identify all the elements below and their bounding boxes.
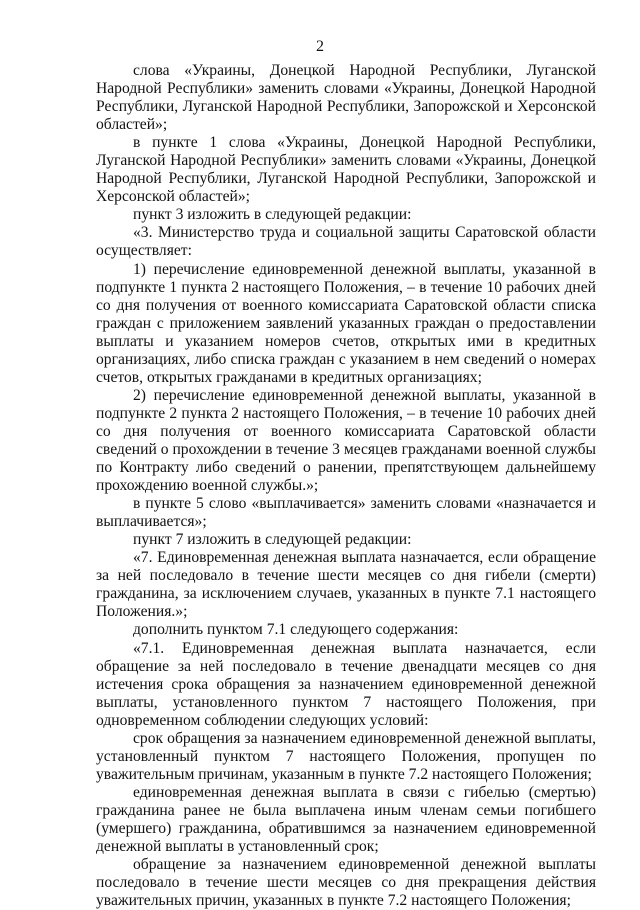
paragraph-2: в пункте 1 слова «Украины, Донецкой Народной Республики, Луганской Народной Республики» заменить словами «Украины, Донецкой Народной Республики, Луганской Народной Республики, Запорожской и Херсонской областей»; [96, 134, 596, 206]
document-body [96, 62, 596, 910]
paragraph-5: 1) перечисление единовременной денежной выплаты, указанной в подпункте 1 пункта 2 настоящего Положения, – в течение 10 рабочих дней со дня получения от военного комиссариата Саратовской области списка граждан с приложением заявлений указанных граждан о предоставлении выплаты и указанием номеров счетов, открытых ими в кредитных организациях, либо списка граждан с указанием в нем сведений о номерах счетов, открытых гражданами в кредитных организациях; [96, 260, 596, 386]
paragraph-10: дополнить пунктом 7.1 следующего содержания: [133, 621, 459, 639]
paragraph-11: «7.1. Единовременная денежная выплата назначается, если обращение за ней последовало в течение двенадцати месяцев со дня истечения срока обращения за назначением единовременной денежной выплаты, установленного пунктом 7 настоящего Положения, при одновременном соблюдении следующих условий: [96, 639, 596, 729]
paragraph-9: «7. Единовременная денежная выплата назначается, если обращение за ней последовало в течение шести месяцев со дня гибели (смерти) гражданина, за исключением случаев, указанных в пункте 7.1 настоящего Положения.»; [96, 549, 596, 621]
paragraph-6: 2) перечисление единовременной денежной выплаты, указанной в подпункте 2 пункта 2 настоящего Положения, – в течение 10 рабочих дней со дня получения от военного комиссариата Саратовской области сведений о прохождении в течение 3 месяцев гражданами военной службы по Контракту либо сведений о ранении, препятствующем дальнейшему прохождению военной службы.»; [96, 386, 596, 495]
paragraph-13: единовременная денежная выплата в связи с гибелью (смертью) гражданина ранее не была выплачена иным членам семьи погибшего (умершего) гражданина, обратившимся за назначением единовременной денежной выплаты в установленный срок; [96, 783, 596, 856]
paragraph-4: «3. Министерство труда и социальной защиты Саратовской области осуществляет: [96, 224, 596, 260]
paragraph-8: пункт 7 изложить в следующей редакции: [133, 531, 412, 549]
page-number: 2 [316, 38, 324, 55]
paragraph-7: в пункте 5 слово «выплачивается» заменить словами «назначается и выплачивается»; [96, 495, 596, 531]
paragraph-3: пункт 3 изложить в следующей редакции: [133, 206, 412, 224]
paragraph-1: слова «Украины, Донецкой Народной Республики, Луганской Народной Республики» заменить словами «Украины, Донецкой Народной Республики, Луганской Народной Республики, Запорожской и Херсонской областей»; [96, 62, 596, 134]
paragraph-12: срок обращения за назначением единовременной денежной выплаты, установленный пунктом 7 настоящего Положения, пропущен по уважительным причинам, указанным в пункте 7.2 настоящего Положения; [96, 729, 596, 783]
paragraph-14: обращение за назначением единовременной денежной выплаты последовало в течение шести месяцев со дня прекращения действия уважительных причин, указанных в пункте 7.2 настоящего Положения; [96, 856, 596, 910]
